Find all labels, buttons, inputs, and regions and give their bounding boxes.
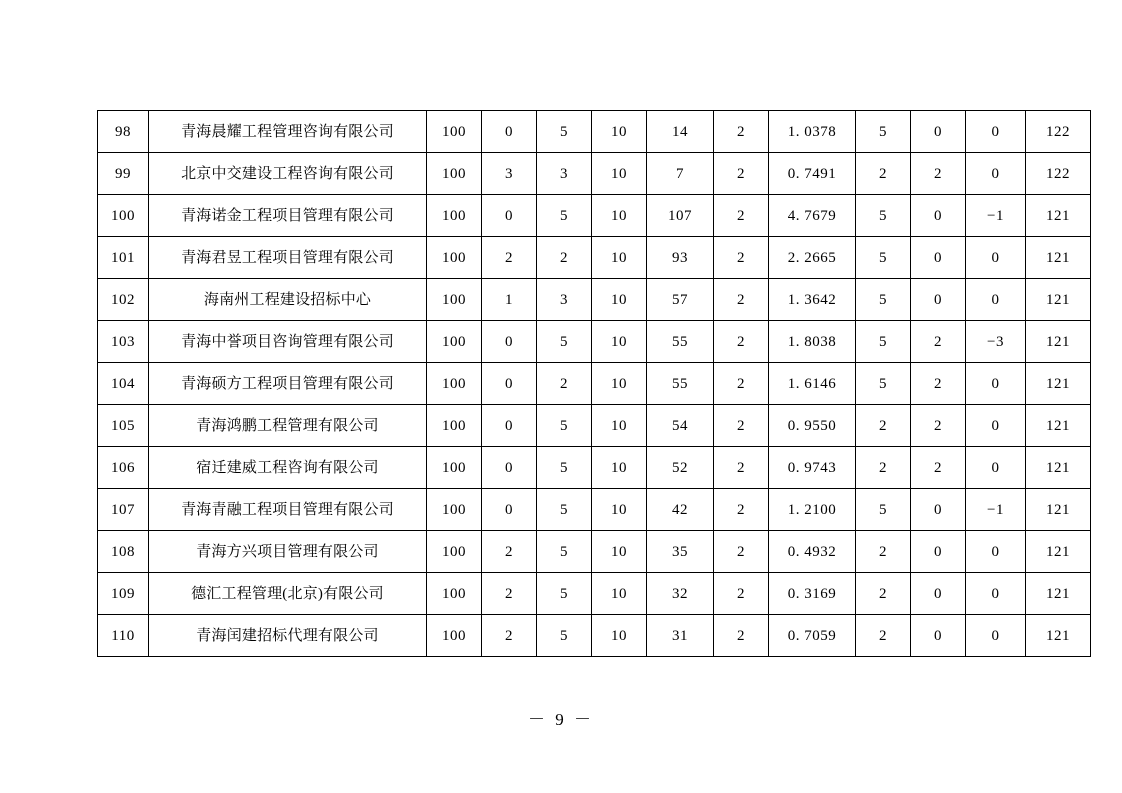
value-col-1: 100 [427, 615, 482, 657]
value-col-8: 0 [911, 615, 966, 657]
value-col-4: 10 [592, 531, 647, 573]
value-col-5: 14 [647, 111, 714, 153]
company-name: 青海君昱工程项目管理有限公司 [149, 237, 427, 279]
value-col-8: 2 [911, 321, 966, 363]
value-col-5: 32 [647, 573, 714, 615]
company-name: 青海晨耀工程管理咨询有限公司 [149, 111, 427, 153]
value-col-3: 5 [537, 615, 592, 657]
row-index: 107 [98, 489, 149, 531]
value-col-9: −3 [966, 321, 1026, 363]
value-col-1: 100 [427, 153, 482, 195]
value-col-9: −1 [966, 489, 1026, 531]
company-name: 海南州工程建设招标中心 [149, 279, 427, 321]
value-col-8: 0 [911, 531, 966, 573]
company-name: 北京中交建设工程咨询有限公司 [149, 153, 427, 195]
value-col-6: 2 [714, 321, 769, 363]
row-index: 100 [98, 195, 149, 237]
row-index: 106 [98, 447, 149, 489]
value-col-1: 100 [427, 321, 482, 363]
value-col-8: 0 [911, 237, 966, 279]
score-value: 1. 3642 [769, 279, 856, 321]
score-value: 0. 3169 [769, 573, 856, 615]
value-col-6: 2 [714, 279, 769, 321]
value-col-4: 10 [592, 363, 647, 405]
value-col-1: 100 [427, 531, 482, 573]
company-name: 青海中誉项目咨询管理有限公司 [149, 321, 427, 363]
value-col-4: 10 [592, 405, 647, 447]
score-value: 0. 7059 [769, 615, 856, 657]
value-col-8: 2 [911, 405, 966, 447]
row-index: 104 [98, 363, 149, 405]
value-col-7: 5 [856, 111, 911, 153]
value-col-7: 2 [856, 447, 911, 489]
table-row [98, 153, 1091, 195]
row-index: 103 [98, 321, 149, 363]
value-col-6: 2 [714, 195, 769, 237]
value-col-3: 5 [537, 111, 592, 153]
value-col-5: 42 [647, 489, 714, 531]
score-value: 1. 0378 [769, 111, 856, 153]
value-col-7: 5 [856, 321, 911, 363]
company-name: 青海闰建招标代理有限公司 [149, 615, 427, 657]
total-value: 121 [1026, 405, 1091, 447]
score-value: 0. 9550 [769, 405, 856, 447]
value-col-6: 2 [714, 531, 769, 573]
value-col-2: 2 [482, 573, 537, 615]
value-col-5: 54 [647, 405, 714, 447]
value-col-4: 10 [592, 489, 647, 531]
value-col-4: 10 [592, 111, 647, 153]
value-col-3: 5 [537, 405, 592, 447]
value-col-8: 0 [911, 573, 966, 615]
score-value: 0. 9743 [769, 447, 856, 489]
value-col-7: 2 [856, 531, 911, 573]
value-col-4: 10 [592, 321, 647, 363]
value-col-7: 5 [856, 363, 911, 405]
score-value: 0. 4932 [769, 531, 856, 573]
table-row [98, 405, 1091, 447]
value-col-7: 2 [856, 573, 911, 615]
value-col-3: 2 [537, 237, 592, 279]
value-col-8: 0 [911, 279, 966, 321]
value-col-3: 3 [537, 279, 592, 321]
value-col-9: 0 [966, 111, 1026, 153]
value-col-7: 2 [856, 615, 911, 657]
total-value: 121 [1026, 279, 1091, 321]
table-row [98, 447, 1091, 489]
total-value: 122 [1026, 153, 1091, 195]
table-row [98, 237, 1091, 279]
value-col-4: 10 [592, 237, 647, 279]
value-col-6: 2 [714, 615, 769, 657]
row-index: 108 [98, 531, 149, 573]
value-col-2: 0 [482, 447, 537, 489]
value-col-7: 5 [856, 489, 911, 531]
ranking-table-container [97, 110, 1070, 657]
table-row [98, 111, 1091, 153]
value-col-3: 5 [537, 573, 592, 615]
value-col-8: 2 [911, 447, 966, 489]
total-value: 121 [1026, 573, 1091, 615]
value-col-7: 5 [856, 195, 911, 237]
row-index: 98 [98, 111, 149, 153]
value-col-3: 2 [537, 363, 592, 405]
value-col-2: 0 [482, 321, 537, 363]
total-value: 121 [1026, 531, 1091, 573]
table-row [98, 489, 1091, 531]
value-col-2: 0 [482, 405, 537, 447]
value-col-3: 5 [537, 195, 592, 237]
value-col-5: 7 [647, 153, 714, 195]
table-row [98, 615, 1091, 657]
value-col-3: 5 [537, 447, 592, 489]
value-col-5: 31 [647, 615, 714, 657]
company-name: 德汇工程管理(北京)有限公司 [149, 573, 427, 615]
row-index: 105 [98, 405, 149, 447]
table-row [98, 573, 1091, 615]
value-col-1: 100 [427, 447, 482, 489]
value-col-6: 2 [714, 237, 769, 279]
value-col-4: 10 [592, 195, 647, 237]
score-value: 1. 6146 [769, 363, 856, 405]
value-col-2: 3 [482, 153, 537, 195]
value-col-1: 100 [427, 573, 482, 615]
value-col-1: 100 [427, 279, 482, 321]
score-value: 4. 7679 [769, 195, 856, 237]
value-col-5: 52 [647, 447, 714, 489]
table-row [98, 195, 1091, 237]
row-index: 99 [98, 153, 149, 195]
value-col-5: 55 [647, 363, 714, 405]
total-value: 121 [1026, 363, 1091, 405]
total-value: 122 [1026, 111, 1091, 153]
value-col-3: 5 [537, 531, 592, 573]
row-index: 102 [98, 279, 149, 321]
value-col-9: 0 [966, 531, 1026, 573]
value-col-9: 0 [966, 153, 1026, 195]
row-index: 101 [98, 237, 149, 279]
value-col-6: 2 [714, 153, 769, 195]
value-col-5: 35 [647, 531, 714, 573]
value-col-9: 0 [966, 615, 1026, 657]
value-col-9: 0 [966, 279, 1026, 321]
company-name: 宿迁建威工程咨询有限公司 [149, 447, 427, 489]
value-col-4: 10 [592, 447, 647, 489]
value-col-4: 10 [592, 615, 647, 657]
value-col-2: 2 [482, 531, 537, 573]
value-col-2: 0 [482, 363, 537, 405]
value-col-6: 2 [714, 363, 769, 405]
value-col-8: 0 [911, 111, 966, 153]
value-col-2: 2 [482, 615, 537, 657]
value-col-3: 5 [537, 489, 592, 531]
value-col-9: −1 [966, 195, 1026, 237]
value-col-4: 10 [592, 573, 647, 615]
table-body [98, 111, 1091, 657]
value-col-4: 10 [592, 279, 647, 321]
company-name: 青海方兴项目管理有限公司 [149, 531, 427, 573]
value-col-9: 0 [966, 363, 1026, 405]
row-index: 109 [98, 573, 149, 615]
company-name: 青海鸿鹏工程管理有限公司 [149, 405, 427, 447]
value-col-5: 57 [647, 279, 714, 321]
value-col-1: 100 [427, 489, 482, 531]
value-col-7: 5 [856, 279, 911, 321]
value-col-8: 2 [911, 363, 966, 405]
table-row [98, 531, 1091, 573]
value-col-6: 2 [714, 489, 769, 531]
table-row [98, 363, 1091, 405]
total-value: 121 [1026, 447, 1091, 489]
table-row [98, 321, 1091, 363]
value-col-2: 0 [482, 111, 537, 153]
page-number: － 9 － [528, 710, 594, 729]
value-col-8: 2 [911, 153, 966, 195]
ranking-table [97, 110, 1091, 657]
total-value: 121 [1026, 237, 1091, 279]
company-name: 青海硕方工程项目管理有限公司 [149, 363, 427, 405]
value-col-2: 2 [482, 237, 537, 279]
total-value: 121 [1026, 321, 1091, 363]
value-col-6: 2 [714, 111, 769, 153]
value-col-6: 2 [714, 447, 769, 489]
score-value: 2. 2665 [769, 237, 856, 279]
value-col-1: 100 [427, 111, 482, 153]
company-name: 青海诺金工程项目管理有限公司 [149, 195, 427, 237]
value-col-5: 55 [647, 321, 714, 363]
total-value: 121 [1026, 615, 1091, 657]
value-col-2: 0 [482, 195, 537, 237]
value-col-7: 2 [856, 153, 911, 195]
value-col-4: 10 [592, 153, 647, 195]
value-col-8: 0 [911, 489, 966, 531]
value-col-1: 100 [427, 363, 482, 405]
score-value: 0. 7491 [769, 153, 856, 195]
value-col-6: 2 [714, 573, 769, 615]
value-col-2: 1 [482, 279, 537, 321]
value-col-8: 0 [911, 195, 966, 237]
total-value: 121 [1026, 195, 1091, 237]
table-row [98, 279, 1091, 321]
value-col-1: 100 [427, 195, 482, 237]
row-index: 110 [98, 615, 149, 657]
value-col-1: 100 [427, 405, 482, 447]
score-value: 1. 2100 [769, 489, 856, 531]
value-col-3: 3 [537, 153, 592, 195]
value-col-5: 107 [647, 195, 714, 237]
value-col-3: 5 [537, 321, 592, 363]
value-col-9: 0 [966, 573, 1026, 615]
value-col-5: 93 [647, 237, 714, 279]
value-col-2: 0 [482, 489, 537, 531]
value-col-9: 0 [966, 405, 1026, 447]
value-col-6: 2 [714, 405, 769, 447]
value-col-7: 2 [856, 405, 911, 447]
value-col-9: 0 [966, 237, 1026, 279]
total-value: 121 [1026, 489, 1091, 531]
value-col-9: 0 [966, 447, 1026, 489]
value-col-1: 100 [427, 237, 482, 279]
value-col-7: 5 [856, 237, 911, 279]
score-value: 1. 8038 [769, 321, 856, 363]
company-name: 青海青融工程项目管理有限公司 [149, 489, 427, 531]
